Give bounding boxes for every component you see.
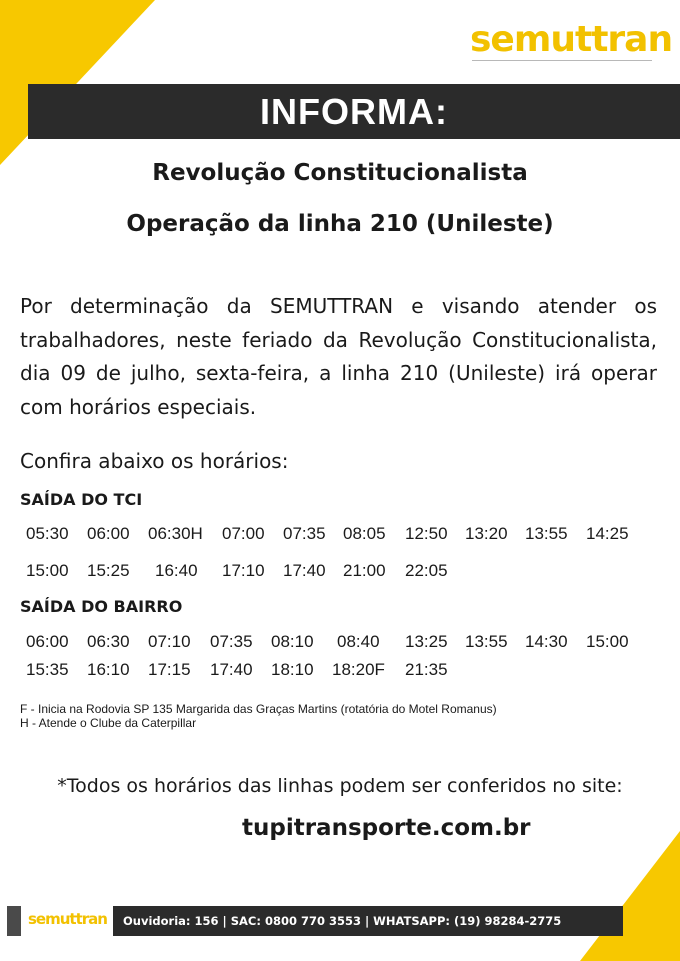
semuttran-logo (470, 19, 673, 70)
bairro-time-row2-0: 15:35 (26, 660, 69, 679)
bairro-time-row2-6: 21:35 (405, 660, 448, 679)
tci-time-row2-4: 17:40 (283, 561, 326, 580)
bairro-time-row1-8: 14:30 (525, 632, 568, 651)
bairro-time-row1-0: 06:00 (26, 632, 69, 651)
footer-contact-text: Ouvidoria: 156 | SAC: 0800 770 3553 | WHATSAPP: (19) 98284-2775 (123, 914, 562, 928)
bairro-time-row1-4: 08:10 (271, 632, 314, 651)
tci-time-row1-1: 06:00 (87, 524, 130, 543)
tci-time-row1-4: 07:35 (283, 524, 326, 543)
tci-time-row1-6: 12:50 (405, 524, 448, 543)
section-title-tci: SAÍDA DO TCI (20, 490, 143, 509)
footnote-h: H - Atende o Clube da Caterpillar (20, 716, 197, 730)
announcement-paragraph: Por determinação da SEMUTTRAN e visando atender os trabalhadores, neste feriado da Revolução Constitucionalista, dia 09 de julho, sexta-feira, a linha 210 (Unileste) irá operar com horários especiais. (20, 294, 657, 419)
title-line-1: Revolução Constitucionalista (152, 160, 528, 186)
tci-time-row2-6: 22:05 (405, 561, 448, 580)
footer-accent-bar (7, 906, 21, 936)
bairro-time-row1-5: 08:40 (337, 632, 380, 651)
tci-time-row2-5: 21:00 (343, 561, 386, 580)
bairro-time-row1-6: 13:25 (405, 632, 448, 651)
bairro-time-row2-3: 17:40 (210, 660, 253, 679)
tci-time-row1-8: 13:55 (525, 524, 568, 543)
bairro-time-row2-1: 16:10 (87, 660, 130, 679)
tci-time-row1-7: 13:20 (465, 524, 508, 543)
tci-time-row1-2: 06:30H (148, 524, 203, 543)
tci-time-row2-2: 16:40 (155, 561, 198, 580)
footnote-f: F - Inicia na Rodovia SP 135 Margarida das Graças Martins (rotatória do Motel Romanus) (20, 702, 497, 716)
tci-time-row1-0: 05:30 (26, 524, 69, 543)
footer-logo: semuttran (28, 910, 107, 928)
bairro-time-row2-5: 18:20F (332, 660, 385, 679)
bairro-time-row1-2: 07:10 (148, 632, 191, 651)
tci-time-row1-5: 08:05 (343, 524, 386, 543)
title-line-2: Operação da linha 210 (Unileste) (126, 211, 554, 237)
bairro-time-row2-4: 18:10 (271, 660, 314, 679)
bairro-time-row1-1: 06:30 (87, 632, 130, 651)
bairro-time-row1-9: 15:00 (586, 632, 629, 651)
footnotes (20, 702, 497, 730)
tci-time-row2-0: 15:00 (26, 561, 69, 580)
bairro-time-row2-2: 17:15 (148, 660, 191, 679)
footer-contact-bar (113, 906, 623, 936)
site-url-link[interactable]: tupitransporte.com.br (242, 815, 531, 841)
bairro-time-row1-7: 13:55 (465, 632, 508, 651)
site-note: *Todos os horários das linhas podem ser conferidos no site: (57, 775, 623, 797)
tci-time-row1-3: 07:00 (222, 524, 265, 543)
informa-banner (28, 84, 680, 139)
tci-time-row2-1: 15:25 (87, 561, 130, 580)
yellow-corner-bottom-right (580, 831, 680, 961)
tci-time-row1-9: 14:25 (586, 524, 629, 543)
bairro-time-row1-3: 07:35 (210, 632, 253, 651)
banner-title: INFORMA: (260, 90, 448, 132)
yellow-corner-top-left (0, 0, 155, 165)
tci-time-row2-3: 17:10 (222, 561, 265, 580)
confira-label: Confira abaixo os horários: (20, 449, 289, 473)
section-title-bairro: SAÍDA DO BAIRRO (20, 597, 183, 616)
logo-underline (472, 60, 652, 65)
logo-wordmark: semuttran (470, 19, 673, 60)
